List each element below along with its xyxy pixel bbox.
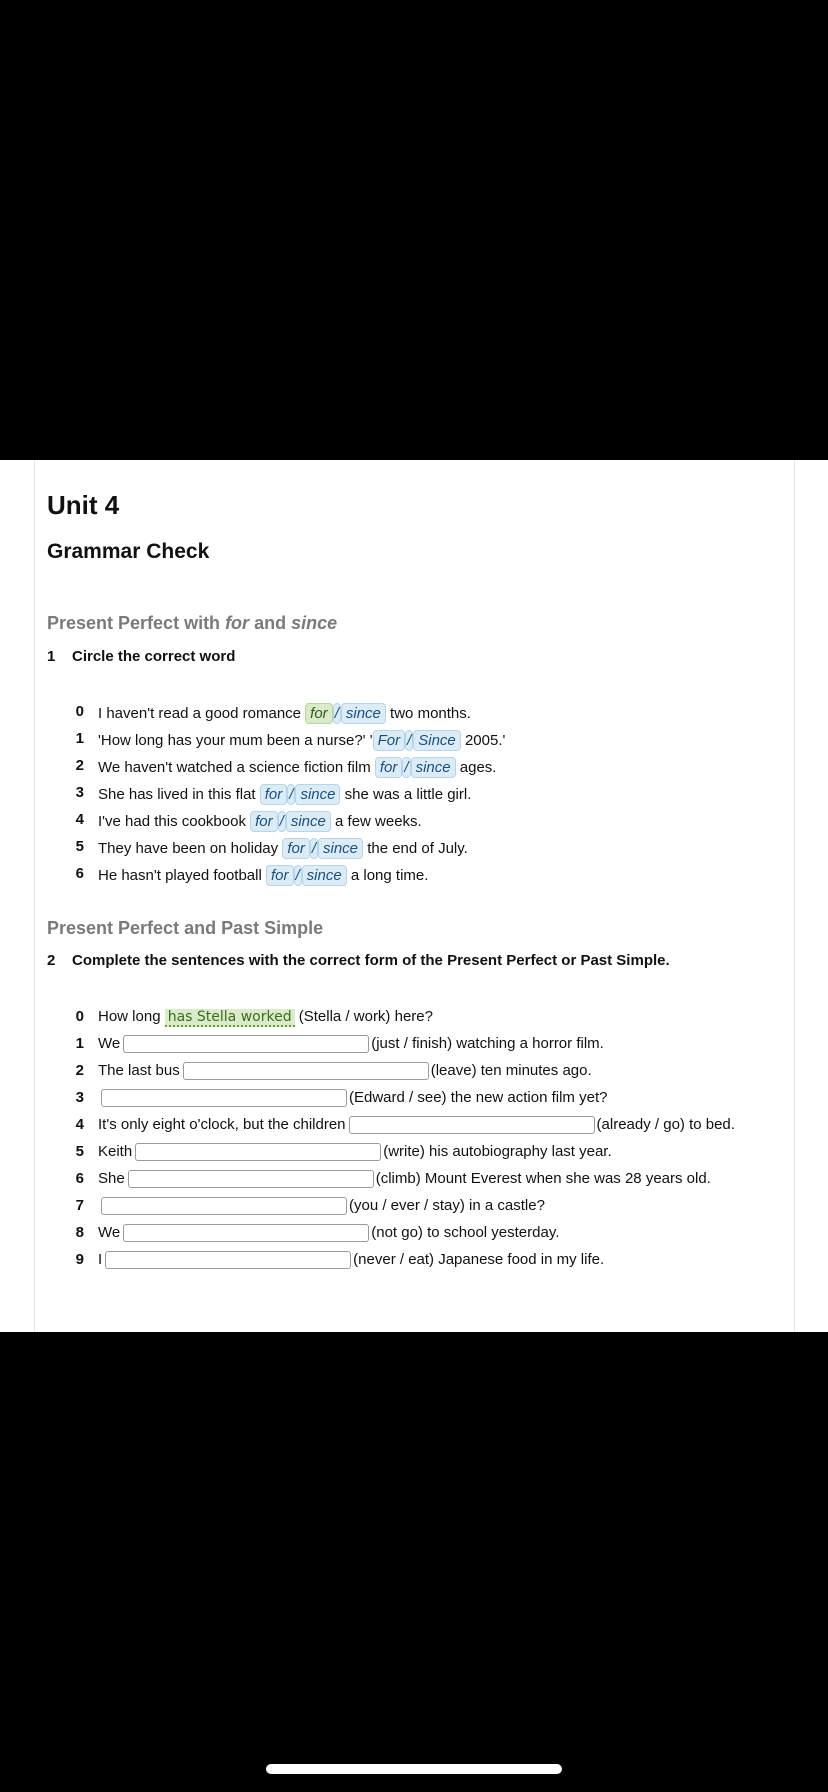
answer-input[interactable] xyxy=(183,1062,429,1080)
sentence-end: a few weeks. xyxy=(330,813,422,830)
answer-input[interactable] xyxy=(135,1143,381,1161)
item-number: 1 xyxy=(75,730,84,747)
section2-instruction xyxy=(47,952,670,969)
option-separator: / xyxy=(279,813,284,830)
item-number: 6 xyxy=(75,865,84,882)
item-sentence xyxy=(98,865,428,886)
sentence-end: ages. xyxy=(455,759,497,776)
option-separator: / xyxy=(407,732,412,749)
item-sentence xyxy=(98,1143,612,1161)
sentence-start: We xyxy=(98,1035,121,1052)
sentence-start: Keith xyxy=(98,1143,133,1160)
sentence-end: (Edward / see) the new action film yet? xyxy=(349,1089,608,1106)
option-for[interactable]: for xyxy=(260,784,288,805)
section1-heading-for: for xyxy=(225,613,250,633)
item-sentence xyxy=(98,703,471,724)
item-sentence xyxy=(98,757,496,778)
option-since[interactable]: Since xyxy=(413,730,461,751)
sentence-end: a long time. xyxy=(346,867,429,884)
sentence-end: the end of July. xyxy=(363,840,468,857)
sentence-end: (never / eat) Japanese food in my life. xyxy=(353,1251,605,1268)
item-sentence xyxy=(98,1116,735,1134)
section1-heading-since: since xyxy=(291,613,338,633)
sentence-start: He hasn't played football xyxy=(98,867,266,884)
item-number: 4 xyxy=(75,1116,84,1133)
example-answer: has Stella worked xyxy=(165,1009,295,1027)
answer-input[interactable] xyxy=(123,1224,369,1242)
item-number: 0 xyxy=(75,1008,84,1025)
answer-input[interactable] xyxy=(123,1035,369,1053)
sentence-start: I've had this cookbook xyxy=(98,813,251,830)
sentence-end: (write) his autobiography last year. xyxy=(383,1143,612,1160)
option-since[interactable]: since xyxy=(286,811,331,832)
item-number: 4 xyxy=(75,811,84,828)
option-separator: / xyxy=(289,786,294,803)
option-since[interactable]: since xyxy=(341,703,386,724)
sentence-start: We haven't watched a science fiction film xyxy=(98,759,375,776)
unit-title: Unit 4 xyxy=(47,490,120,520)
section1-instruction xyxy=(47,648,235,665)
right-margin-line xyxy=(794,460,795,1332)
item-sentence xyxy=(98,1197,545,1215)
sentence-start: I haven't read a good romance xyxy=(98,705,306,722)
item-number: 2 xyxy=(75,1062,84,1079)
sentence-start: I xyxy=(98,1251,103,1268)
sentence-end: (Stella / work) here? xyxy=(294,1008,433,1025)
option-since[interactable]: since xyxy=(302,865,347,886)
sentence-end: (just / finish) watching a horror film. xyxy=(371,1035,604,1052)
option-separator: / xyxy=(404,759,409,776)
sentence-start: 'How long has your mum been a nurse?' ' xyxy=(98,732,373,749)
option-for[interactable]: for xyxy=(250,811,278,832)
item-number: 2 xyxy=(75,757,84,774)
sentence-start: It's only eight o'clock, but the children xyxy=(98,1116,346,1133)
option-for[interactable]: for xyxy=(266,865,294,886)
item-number: 5 xyxy=(75,838,84,855)
answer-input[interactable] xyxy=(128,1170,374,1188)
sentence-start: How long xyxy=(98,1008,165,1025)
option-since[interactable]: since xyxy=(411,757,456,778)
item-number: 6 xyxy=(75,1170,84,1187)
sentence-end: 2005.' xyxy=(460,732,506,749)
page-subtitle: Grammar Check xyxy=(47,540,210,563)
sentence-end: (climb) Mount Everest when she was 28 years old. xyxy=(375,1170,711,1187)
instruction-number: 1 xyxy=(47,648,56,665)
item-sentence xyxy=(98,1089,607,1107)
section2-heading: Present Perfect and Past Simple xyxy=(47,918,324,938)
item-number: 1 xyxy=(75,1035,84,1052)
item-sentence xyxy=(98,1170,711,1188)
option-for[interactable]: for xyxy=(282,838,310,859)
item-sentence xyxy=(98,811,422,832)
sentence-end: (you / ever / stay) in a castle? xyxy=(349,1197,545,1214)
instruction-text: Circle the correct word xyxy=(72,648,236,665)
option-since[interactable]: since xyxy=(295,784,340,805)
item-sentence xyxy=(98,838,468,859)
item-sentence xyxy=(98,730,505,751)
item-number: 9 xyxy=(75,1251,84,1268)
item-sentence xyxy=(98,1035,604,1053)
home-indicator[interactable] xyxy=(266,1764,562,1774)
item-sentence xyxy=(98,1224,559,1242)
answer-input[interactable] xyxy=(101,1089,347,1107)
option-for[interactable]: for xyxy=(375,757,403,778)
sentence-end: (already / go) to bed. xyxy=(596,1116,735,1133)
option-for[interactable]: for xyxy=(305,703,333,724)
option-since[interactable]: since xyxy=(318,838,363,859)
worksheet-page xyxy=(0,460,828,1332)
option-separator: / xyxy=(295,867,300,884)
section1-heading xyxy=(47,613,337,634)
option-separator: / xyxy=(334,705,339,722)
item-number: 3 xyxy=(75,1089,84,1106)
example-sentence xyxy=(98,1008,433,1027)
item-number: 5 xyxy=(75,1143,84,1160)
sentence-end: she was a little girl. xyxy=(340,786,472,803)
answer-input[interactable] xyxy=(105,1251,351,1269)
sentence-start: The last bus xyxy=(98,1062,180,1079)
item-number: 3 xyxy=(75,784,84,801)
item-sentence xyxy=(98,1062,592,1080)
answer-input[interactable] xyxy=(349,1116,595,1134)
option-separator: / xyxy=(311,840,316,857)
instruction-number: 2 xyxy=(47,952,56,969)
item-sentence xyxy=(98,1251,604,1269)
sentence-end: (not go) to school yesterday. xyxy=(371,1224,560,1241)
instruction-text: Complete the sentences with the correct form of the Present Perfect or Past Simple. xyxy=(72,952,670,969)
answer-input[interactable] xyxy=(101,1197,347,1215)
item-number: 8 xyxy=(75,1224,84,1241)
section1-heading-part: Present Perfect with xyxy=(47,613,226,633)
sentence-end: (leave) ten minutes ago. xyxy=(430,1062,592,1079)
sentence-end: two months. xyxy=(385,705,471,722)
sentence-start: She xyxy=(98,1170,125,1187)
left-margin-line xyxy=(34,460,35,1332)
item-sentence xyxy=(98,784,471,805)
section1-heading-part: and xyxy=(249,613,292,633)
item-number: 7 xyxy=(75,1197,84,1214)
sentence-start: They have been on holiday xyxy=(98,840,283,857)
option-for[interactable]: For xyxy=(373,730,406,751)
sentence-start: We xyxy=(98,1224,121,1241)
sentence-start: She has lived in this flat xyxy=(98,786,260,803)
item-number: 0 xyxy=(75,703,84,720)
